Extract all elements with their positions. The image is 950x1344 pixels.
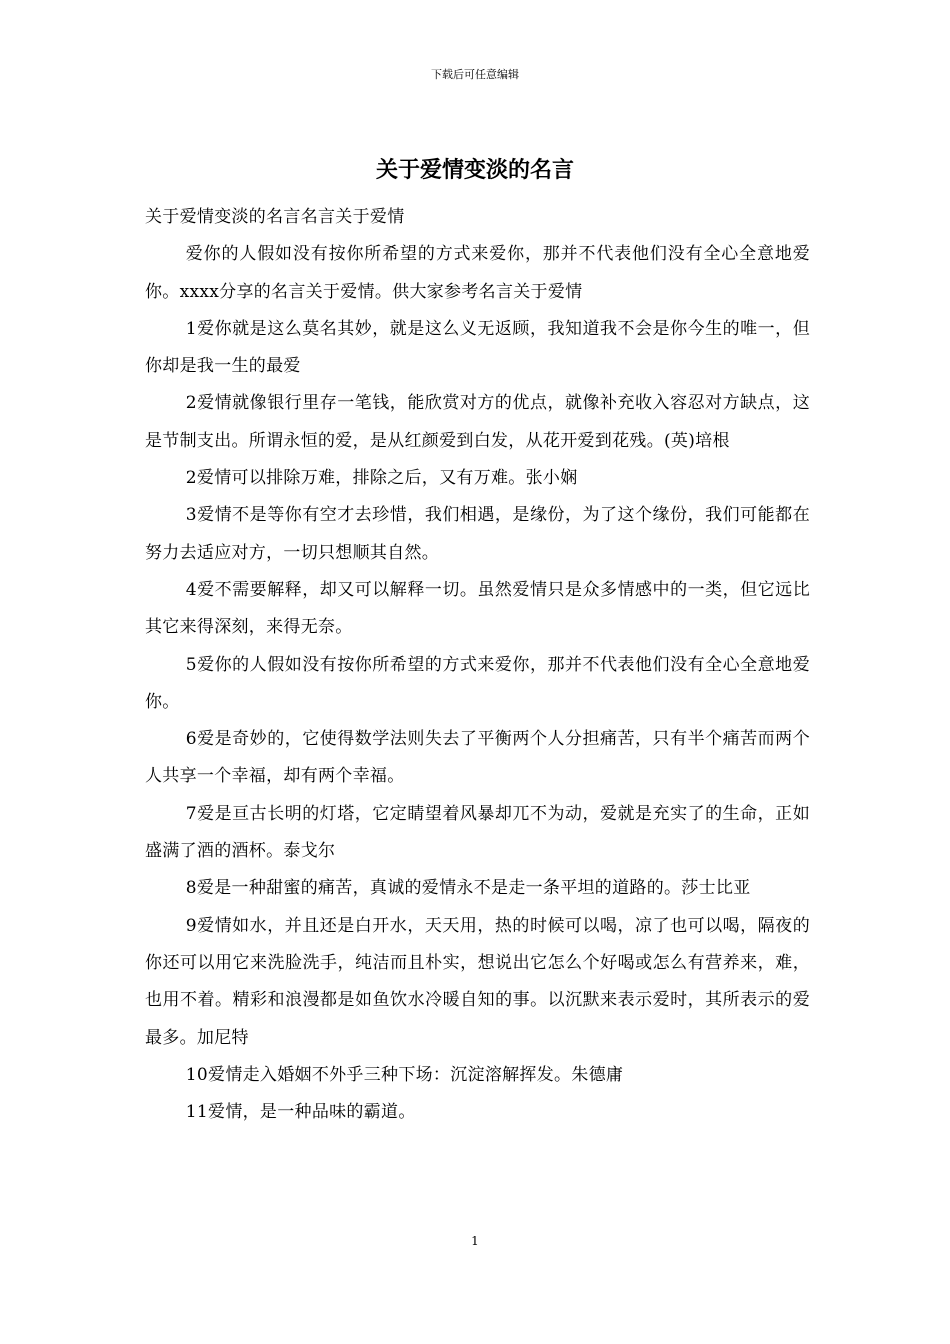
quote-paragraph: 5爱你的人假如没有按你所希望的方式来爱你，那并不代表他们没有全心全意地爱你。 — [145, 654, 810, 712]
document-body — [145, 199, 810, 1131]
quote-paragraph: 8爱是一种甜蜜的痛苦，真诚的爱情永不是走一条平坦的道路的。莎士比亚 — [185, 878, 751, 899]
page-header: 下载后可任意编辑 — [431, 68, 519, 81]
intro-paragraph: 爱你的人假如没有按你所希望的方式来爱你，那并不代表他们没有全心全意地爱你。xxxx分享的名言关于爱情。供大家参考名言关于爱情 — [145, 244, 810, 302]
quote-paragraph: 7爱是亘古长明的灯塔，它定睛望着风暴却兀不为动，爱就是充实了的生命，正如盛满了酒的酒杯。泰戈尔 — [145, 803, 810, 862]
document-subtitle: 关于爱情变淡的名言名言关于爱情 — [145, 207, 405, 227]
document-title: 关于爱情变淡的名言 — [375, 157, 574, 183]
quote-paragraph: 11爱情，是一种品味的霸道。 — [185, 1102, 416, 1123]
quote-paragraph: 9爱情如水，并且还是白开水，天天用，热的时候可以喝，凉了也可以喝，隔夜的你还可以用它来洗脸洗手，纯洁而且朴实，想说出它怎么个好喝或怎么有营养来，难，也用不着。精彩和浪漫都是如鱼饮水冷暖自知的事。以沉默来表示爱时，其所表示的爱最多。加尼特 — [145, 915, 810, 1048]
quote-paragraph: 3爱情不是等你有空才去珍惜，我们相遇，是缘份，为了这个缘份，我们可能都在努力去适应对方，一切只想顺其自然。 — [145, 505, 810, 563]
quote-paragraph: 2爱情可以排除万难，排除之后，又有万难。张小娴 — [185, 468, 578, 489]
quote-paragraph: 1爱你就是这么莫名其妙，就是这么义无返顾，我知道我不会是你今生的唯一，但你却是我一生的最爱 — [145, 318, 810, 377]
quote-paragraph: 2爱情就像银行里存一笔钱，能欣赏对方的优点，就像补充收入容忍对方缺点，这是节制支出。所谓永恒的爱，是从红颜爱到白发，从花开爱到花残。(英)培根 — [145, 393, 810, 451]
page-number: 1 — [471, 1234, 479, 1248]
quote-paragraph: 10爱情走入婚姻不外乎三种下场：沉淀溶解挥发。朱德庸 — [185, 1064, 624, 1085]
quote-paragraph: 6爱是奇妙的，它使得数学法则失去了平衡两个人分担痛苦，只有半个痛苦而两个人共享一个幸福，却有两个幸福。 — [145, 729, 810, 787]
quote-paragraph: 4爱不需要解释，却又可以解释一切。虽然爱情只是众多情感中的一类，但它远比其它来得深刻，来得无奈。 — [145, 579, 810, 638]
